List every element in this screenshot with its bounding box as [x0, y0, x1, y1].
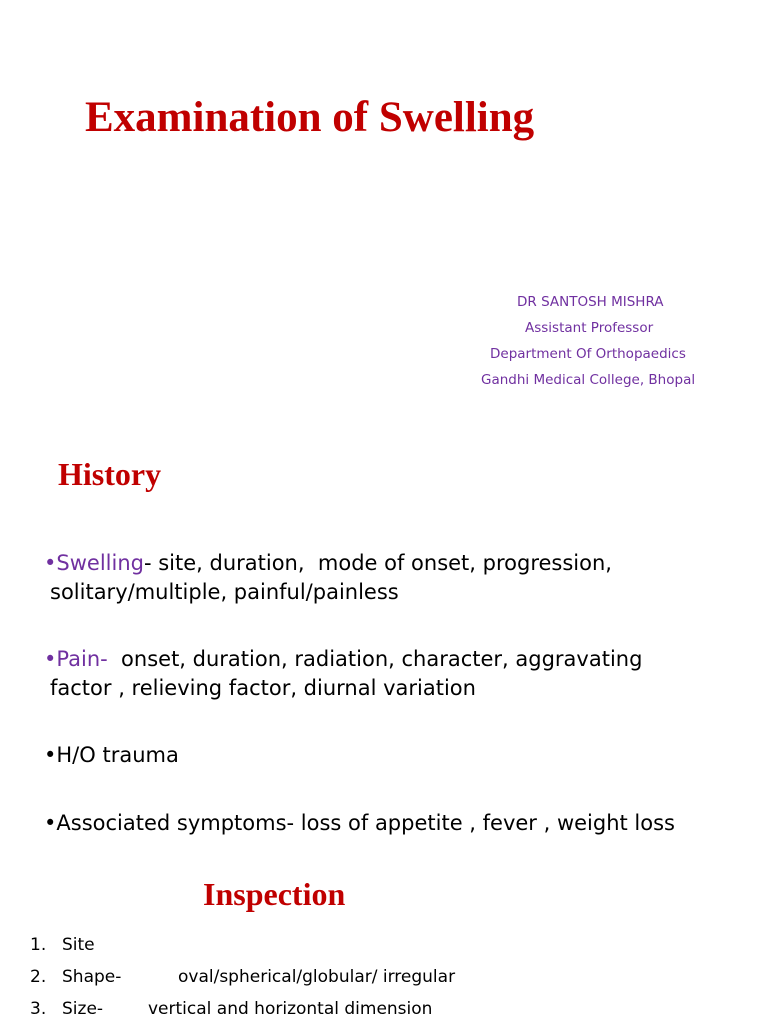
inspection-item-site — [30, 935, 95, 955]
history-term: Pain- — [56, 647, 108, 671]
inspection-heading: Inspection — [203, 876, 346, 912]
inspection-label: Shape- — [62, 967, 122, 987]
history-text-continued: solitary/multiple, painful/painless — [50, 580, 399, 604]
history-text: Associated symptoms- loss of appetite , fever , weight loss — [56, 811, 675, 835]
history-item-swelling — [44, 549, 612, 607]
author-college: Gandhi Medical College, Bhopal — [481, 372, 696, 388]
bullet: • — [44, 743, 57, 767]
author-department: Department Of Orthopaedics — [490, 346, 686, 362]
bullet: • — [44, 811, 57, 835]
list-number: 1. — [30, 935, 47, 955]
author-name: DR SANTOSH MISHRA — [517, 294, 664, 310]
inspection-detail: oval/spherical/globular/ irregular — [178, 967, 456, 987]
history-term: Swelling — [56, 551, 144, 575]
history-item-trauma — [44, 741, 179, 770]
inspection-item-size — [30, 999, 432, 1019]
list-number: 2. — [30, 967, 47, 987]
list-number: 3. — [30, 999, 47, 1019]
history-text: - site, duration, mode of onset, progression, — [143, 551, 612, 575]
history-text: onset, duration, radiation, character, aggravating — [107, 647, 643, 671]
inspection-label: Size- — [62, 999, 104, 1019]
history-heading: History — [58, 456, 162, 492]
history-text-continued: factor , relieving factor, diurnal variation — [50, 676, 476, 700]
history-item-associated-symptoms — [44, 809, 675, 838]
author-role: Assistant Professor — [525, 320, 654, 336]
bullet: • — [44, 647, 57, 671]
bullet: • — [44, 551, 57, 575]
inspection-detail: vertical and horizontal dimension — [148, 999, 433, 1019]
history-text: H/O trauma — [56, 743, 179, 767]
history-item-pain — [44, 645, 642, 703]
inspection-label: Site — [62, 935, 95, 955]
slide-title: Examination of Swelling — [85, 94, 535, 141]
inspection-item-shape — [30, 967, 455, 987]
